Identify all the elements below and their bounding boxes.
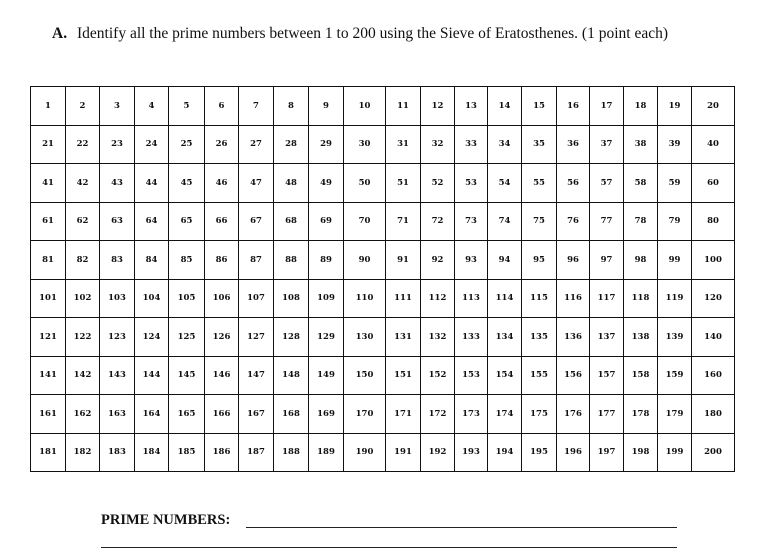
- number-cell[interactable]: 161: [31, 395, 66, 434]
- number-cell[interactable]: 100: [692, 241, 735, 280]
- number-cell[interactable]: 34: [488, 125, 522, 164]
- number-cell[interactable]: 10: [344, 87, 386, 126]
- number-cell[interactable]: 90: [344, 241, 386, 280]
- number-cell[interactable]: 24: [135, 125, 169, 164]
- number-cell[interactable]: 176: [557, 395, 590, 434]
- number-cell[interactable]: 155: [522, 356, 557, 395]
- number-cell[interactable]: 146: [205, 356, 239, 395]
- number-cell[interactable]: 119: [658, 279, 692, 318]
- grid-row: [31, 279, 735, 318]
- number-cell[interactable]: 181: [31, 433, 66, 472]
- number-cell[interactable]: 71: [386, 202, 421, 241]
- number-cell[interactable]: 69: [309, 202, 344, 241]
- number-cell[interactable]: 115: [522, 279, 557, 318]
- number-cell[interactable]: 3: [100, 87, 135, 126]
- number-cell[interactable]: 87: [239, 241, 274, 280]
- number-cell[interactable]: 92: [421, 241, 455, 280]
- number-cell[interactable]: 56: [557, 164, 590, 203]
- number-cell[interactable]: 126: [205, 318, 239, 357]
- number-cell[interactable]: 81: [31, 241, 66, 280]
- number-cell[interactable]: 140: [692, 318, 735, 357]
- number-cell[interactable]: 194: [488, 433, 522, 472]
- number-cell[interactable]: 70: [344, 202, 386, 241]
- number-cell[interactable]: 147: [239, 356, 274, 395]
- number-cell[interactable]: 76: [557, 202, 590, 241]
- grid-row: [31, 125, 735, 164]
- number-cell[interactable]: 98: [624, 241, 658, 280]
- number-cell[interactable]: 172: [421, 395, 455, 434]
- number-cell[interactable]: 120: [692, 279, 735, 318]
- number-cell[interactable]: 167: [239, 395, 274, 434]
- number-cell[interactable]: 133: [455, 318, 488, 357]
- number-cell[interactable]: 114: [488, 279, 522, 318]
- number-cell[interactable]: 107: [239, 279, 274, 318]
- number-cell[interactable]: 187: [239, 433, 274, 472]
- number-cell[interactable]: 169: [309, 395, 344, 434]
- number-cell[interactable]: 68: [274, 202, 309, 241]
- number-cell[interactable]: 58: [624, 164, 658, 203]
- number-cell[interactable]: 164: [135, 395, 169, 434]
- number-cell[interactable]: 1: [31, 87, 66, 126]
- number-cell[interactable]: 29: [309, 125, 344, 164]
- number-cell[interactable]: 200: [692, 433, 735, 472]
- number-cell[interactable]: 148: [274, 356, 309, 395]
- number-cell[interactable]: 84: [135, 241, 169, 280]
- number-cell[interactable]: 26: [205, 125, 239, 164]
- number-cell[interactable]: 93: [455, 241, 488, 280]
- number-cell[interactable]: 32: [421, 125, 455, 164]
- number-cell[interactable]: 127: [239, 318, 274, 357]
- number-cell[interactable]: 37: [590, 125, 624, 164]
- number-cell[interactable]: 75: [522, 202, 557, 241]
- grid-row: [31, 395, 735, 434]
- number-cell[interactable]: 33: [455, 125, 488, 164]
- grid-row: [31, 433, 735, 472]
- number-cell[interactable]: 77: [590, 202, 624, 241]
- number-cell[interactable]: 131: [386, 318, 421, 357]
- number-cell[interactable]: 163: [100, 395, 135, 434]
- number-cell[interactable]: 199: [658, 433, 692, 472]
- number-cell[interactable]: 135: [522, 318, 557, 357]
- number-grid: [30, 86, 735, 472]
- question-label: A.: [52, 25, 68, 42]
- number-cell[interactable]: 23: [100, 125, 135, 164]
- number-cell[interactable]: 175: [522, 395, 557, 434]
- number-cell[interactable]: 31: [386, 125, 421, 164]
- number-cell[interactable]: 192: [421, 433, 455, 472]
- number-cell[interactable]: 117: [590, 279, 624, 318]
- number-cell[interactable]: 41: [31, 164, 66, 203]
- number-cell[interactable]: 186: [205, 433, 239, 472]
- number-cell[interactable]: 136: [557, 318, 590, 357]
- number-cell[interactable]: 128: [274, 318, 309, 357]
- number-cell[interactable]: 96: [557, 241, 590, 280]
- number-cell[interactable]: 143: [100, 356, 135, 395]
- number-cell[interactable]: 142: [66, 356, 100, 395]
- number-cell[interactable]: 166: [205, 395, 239, 434]
- number-cell[interactable]: 82: [66, 241, 100, 280]
- number-cell[interactable]: 129: [309, 318, 344, 357]
- number-cell[interactable]: 73: [455, 202, 488, 241]
- number-cell[interactable]: 134: [488, 318, 522, 357]
- number-cell[interactable]: 62: [66, 202, 100, 241]
- number-cell[interactable]: 132: [421, 318, 455, 357]
- number-cell[interactable]: 19: [658, 87, 692, 126]
- number-cell[interactable]: 97: [590, 241, 624, 280]
- answer-line-2[interactable]: [101, 547, 677, 548]
- number-cell[interactable]: 168: [274, 395, 309, 434]
- number-cell[interactable]: 21: [31, 125, 66, 164]
- number-cell[interactable]: 144: [135, 356, 169, 395]
- number-cell[interactable]: 116: [557, 279, 590, 318]
- grid-row: [31, 87, 735, 126]
- number-cell[interactable]: 17: [590, 87, 624, 126]
- number-cell[interactable]: 121: [31, 318, 66, 357]
- number-cell[interactable]: 64: [135, 202, 169, 241]
- grid-row: [31, 241, 735, 280]
- number-cell[interactable]: 83: [100, 241, 135, 280]
- number-cell[interactable]: 150: [344, 356, 386, 395]
- number-cell[interactable]: 39: [658, 125, 692, 164]
- number-cell[interactable]: 113: [455, 279, 488, 318]
- number-cell[interactable]: 43: [100, 164, 135, 203]
- number-cell[interactable]: 86: [205, 241, 239, 280]
- number-cell[interactable]: 145: [169, 356, 205, 395]
- number-cell[interactable]: 44: [135, 164, 169, 203]
- number-cell[interactable]: 174: [488, 395, 522, 434]
- number-cell[interactable]: 57: [590, 164, 624, 203]
- number-cell[interactable]: 110: [344, 279, 386, 318]
- number-cell[interactable]: 8: [274, 87, 309, 126]
- number-cell[interactable]: 13: [455, 87, 488, 126]
- number-cell[interactable]: 99: [658, 241, 692, 280]
- number-cell[interactable]: 111: [386, 279, 421, 318]
- number-cell[interactable]: 158: [624, 356, 658, 395]
- number-cell[interactable]: 78: [624, 202, 658, 241]
- grid-row: [31, 356, 735, 395]
- question: [52, 24, 742, 44]
- number-cell[interactable]: 153: [455, 356, 488, 395]
- number-cell[interactable]: 14: [488, 87, 522, 126]
- number-cell[interactable]: 48: [274, 164, 309, 203]
- number-cell[interactable]: 185: [169, 433, 205, 472]
- number-cell[interactable]: 101: [31, 279, 66, 318]
- number-cell[interactable]: 188: [274, 433, 309, 472]
- number-cell[interactable]: 156: [557, 356, 590, 395]
- number-cell[interactable]: 160: [692, 356, 735, 395]
- number-cell[interactable]: 47: [239, 164, 274, 203]
- number-cell[interactable]: 162: [66, 395, 100, 434]
- number-cell[interactable]: 125: [169, 318, 205, 357]
- number-cell[interactable]: 2: [66, 87, 100, 126]
- number-cell[interactable]: 104: [135, 279, 169, 318]
- number-cell[interactable]: 165: [169, 395, 205, 434]
- number-cell[interactable]: 63: [100, 202, 135, 241]
- number-cell[interactable]: 16: [557, 87, 590, 126]
- number-cell[interactable]: 49: [309, 164, 344, 203]
- number-cell[interactable]: 85: [169, 241, 205, 280]
- number-cell[interactable]: 196: [557, 433, 590, 472]
- number-cell[interactable]: 40: [692, 125, 735, 164]
- number-cell[interactable]: 65: [169, 202, 205, 241]
- number-cell[interactable]: 67: [239, 202, 274, 241]
- number-cell[interactable]: 79: [658, 202, 692, 241]
- number-cell[interactable]: 149: [309, 356, 344, 395]
- number-cell[interactable]: 4: [135, 87, 169, 126]
- number-cell[interactable]: 54: [488, 164, 522, 203]
- number-cell[interactable]: 193: [455, 433, 488, 472]
- number-cell[interactable]: 35: [522, 125, 557, 164]
- number-cell[interactable]: 184: [135, 433, 169, 472]
- number-cell[interactable]: 180: [692, 395, 735, 434]
- number-cell[interactable]: 95: [522, 241, 557, 280]
- number-cell[interactable]: 45: [169, 164, 205, 203]
- number-cell[interactable]: 91: [386, 241, 421, 280]
- number-cell[interactable]: 28: [274, 125, 309, 164]
- number-cell[interactable]: 189: [309, 433, 344, 472]
- number-cell[interactable]: 105: [169, 279, 205, 318]
- number-cell[interactable]: 191: [386, 433, 421, 472]
- grid-row: [31, 202, 735, 241]
- number-cell[interactable]: 198: [624, 433, 658, 472]
- number-cell[interactable]: 55: [522, 164, 557, 203]
- number-cell[interactable]: 139: [658, 318, 692, 357]
- number-cell[interactable]: 66: [205, 202, 239, 241]
- number-cell[interactable]: 38: [624, 125, 658, 164]
- number-cell[interactable]: 182: [66, 433, 100, 472]
- number-cell[interactable]: 6: [205, 87, 239, 126]
- number-cell[interactable]: 36: [557, 125, 590, 164]
- number-cell[interactable]: 118: [624, 279, 658, 318]
- number-cell[interactable]: 157: [590, 356, 624, 395]
- number-cell[interactable]: 197: [590, 433, 624, 472]
- prime-numbers-label: PRIME NUMBERS:: [101, 512, 231, 528]
- number-cell[interactable]: 173: [455, 395, 488, 434]
- number-cell[interactable]: 72: [421, 202, 455, 241]
- number-cell[interactable]: 7: [239, 87, 274, 126]
- number-cell[interactable]: 9: [309, 87, 344, 126]
- number-cell[interactable]: 88: [274, 241, 309, 280]
- number-cell[interactable]: 124: [135, 318, 169, 357]
- number-cell[interactable]: 170: [344, 395, 386, 434]
- number-cell[interactable]: 22: [66, 125, 100, 164]
- number-cell[interactable]: 109: [309, 279, 344, 318]
- number-cell[interactable]: 46: [205, 164, 239, 203]
- number-cell[interactable]: 11: [386, 87, 421, 126]
- number-cell[interactable]: 15: [522, 87, 557, 126]
- number-cell[interactable]: 178: [624, 395, 658, 434]
- number-cell[interactable]: 20: [692, 87, 735, 126]
- number-cell[interactable]: 74: [488, 202, 522, 241]
- number-cell[interactable]: 122: [66, 318, 100, 357]
- number-cell[interactable]: 51: [386, 164, 421, 203]
- number-cell[interactable]: 137: [590, 318, 624, 357]
- number-cell[interactable]: 177: [590, 395, 624, 434]
- number-cell[interactable]: 80: [692, 202, 735, 241]
- number-cell[interactable]: 112: [421, 279, 455, 318]
- number-cell[interactable]: 5: [169, 87, 205, 126]
- number-cell[interactable]: 106: [205, 279, 239, 318]
- number-cell[interactable]: 59: [658, 164, 692, 203]
- number-cell[interactable]: 12: [421, 87, 455, 126]
- number-cell[interactable]: 108: [274, 279, 309, 318]
- number-cell[interactable]: 151: [386, 356, 421, 395]
- number-cell[interactable]: 30: [344, 125, 386, 164]
- question-text: Identify all the prime numbers between 1 to 200 using the Sieve of Eratosthenes. (1 point each): [77, 25, 668, 42]
- number-cell[interactable]: 195: [522, 433, 557, 472]
- number-cell[interactable]: 154: [488, 356, 522, 395]
- number-cell[interactable]: 183: [100, 433, 135, 472]
- number-cell[interactable]: 42: [66, 164, 100, 203]
- number-cell[interactable]: 159: [658, 356, 692, 395]
- number-cell[interactable]: 141: [31, 356, 66, 395]
- number-cell[interactable]: 53: [455, 164, 488, 203]
- grid-row: [31, 164, 735, 203]
- number-cell[interactable]: 171: [386, 395, 421, 434]
- number-cell[interactable]: 103: [100, 279, 135, 318]
- number-cell[interactable]: 94: [488, 241, 522, 280]
- number-cell[interactable]: 130: [344, 318, 386, 357]
- number-cell[interactable]: 27: [239, 125, 274, 164]
- number-cell[interactable]: 152: [421, 356, 455, 395]
- number-cell[interactable]: 123: [100, 318, 135, 357]
- grid-row: [31, 318, 735, 357]
- number-cell[interactable]: 50: [344, 164, 386, 203]
- number-cell[interactable]: 18: [624, 87, 658, 126]
- number-cell[interactable]: 138: [624, 318, 658, 357]
- number-cell[interactable]: 25: [169, 125, 205, 164]
- number-cell[interactable]: 89: [309, 241, 344, 280]
- number-cell[interactable]: 52: [421, 164, 455, 203]
- number-cell[interactable]: 61: [31, 202, 66, 241]
- answer-line-1[interactable]: [246, 527, 677, 528]
- number-cell[interactable]: 190: [344, 433, 386, 472]
- number-cell[interactable]: 60: [692, 164, 735, 203]
- number-cell[interactable]: 102: [66, 279, 100, 318]
- number-cell[interactable]: 179: [658, 395, 692, 434]
